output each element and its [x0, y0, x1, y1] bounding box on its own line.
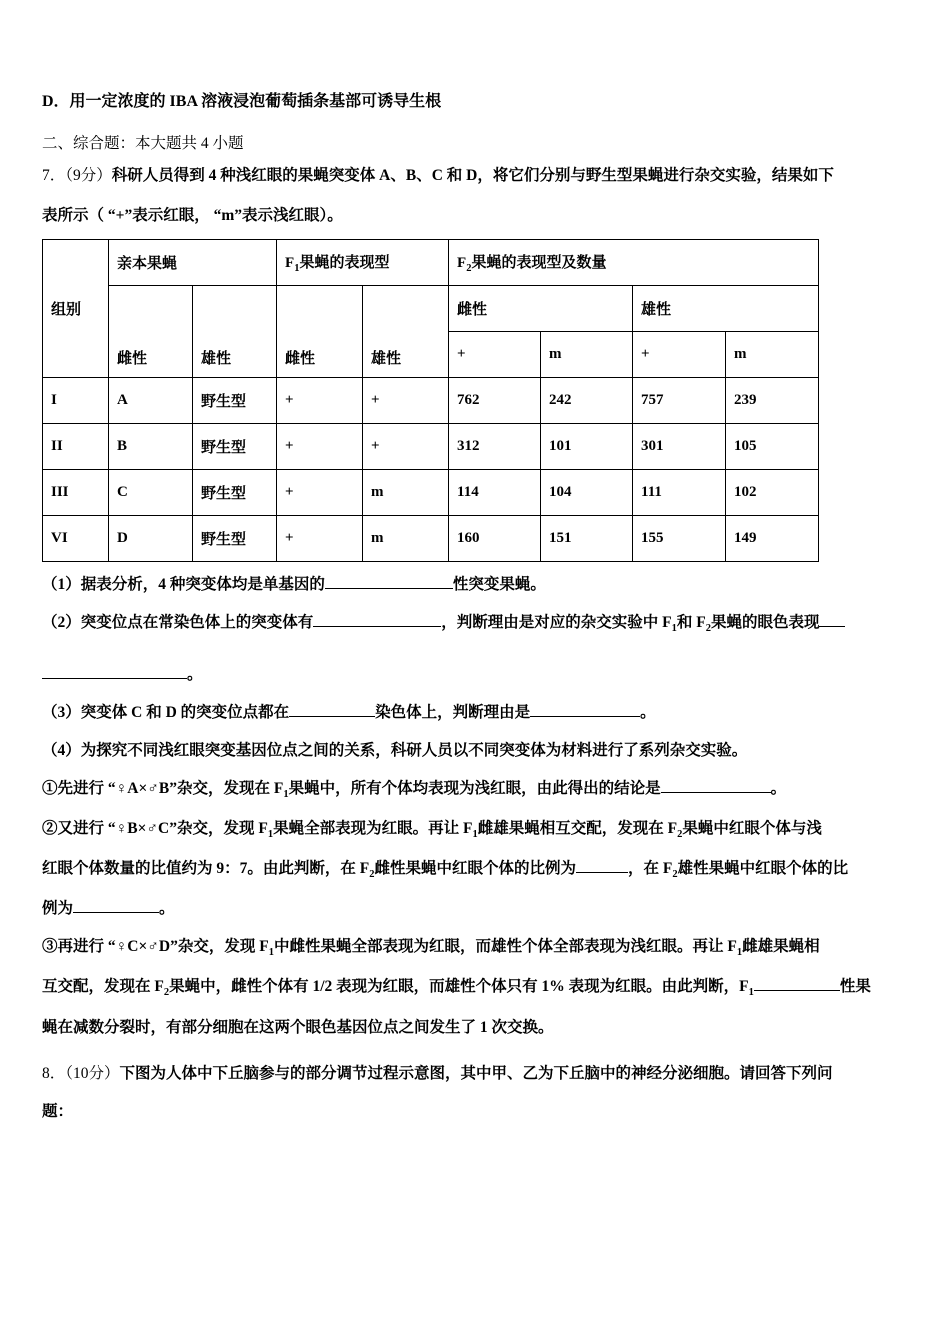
cell-f2-female-m: 104	[541, 470, 633, 516]
question-7-sub-4-intro: （4）为探究不同浅红眼突变基因位点之间的关系，科研人员以不同突变体为材料进行了系列杂交实验。	[42, 742, 748, 760]
cell-f2-male-plus: 111	[633, 470, 726, 516]
item3-l2-f2-sub: 2	[163, 987, 170, 999]
header-f1-male: 雄性	[363, 286, 449, 378]
table-header-row-2	[43, 286, 819, 332]
f1-label-base: F	[285, 255, 295, 271]
question-7-sub-4-item-2-line3	[42, 896, 924, 918]
sub2-mid3: 果蝇的眼色表现	[710, 614, 820, 631]
item3-l2-f1-sub2: 1	[748, 987, 754, 999]
cell-group: II	[43, 424, 109, 470]
cell-f1-female: +	[277, 424, 363, 470]
item3-l1-end: 雌雄果蝇相	[742, 938, 820, 956]
item3-l1-pre: ③再进行 “♀C×♂D”杂交，发现 F	[42, 938, 269, 956]
f2-label-base: F	[457, 255, 467, 271]
answer-blank[interactable]	[754, 976, 840, 992]
cell-parent-male: 野生型	[193, 516, 277, 562]
item2-l2-f2-sub: 2	[369, 869, 375, 881]
item2-l2-mid: 雌性果蝇中红眼个体的比例为	[374, 860, 576, 878]
item3-l2-mid: 果蝇中，雌性个体有 1/2 表现为红眼，而雄性个体只有 1% 表现为红眼。由此判断，F	[169, 978, 749, 996]
question-7-points: （9分）	[65, 167, 112, 184]
cell-parent-male: 野生型	[193, 378, 277, 424]
item1-post: 。	[770, 780, 787, 798]
question-7-sub-4-item-3-line2	[42, 974, 924, 998]
cell-f2-male-plus: 757	[633, 378, 726, 424]
cell-f2-male-plus: 155	[633, 516, 726, 562]
item1-f1-sub: 1	[283, 789, 289, 801]
question-7-sub-4-item-3-line3: 蝇在减数分裂时，有部分细胞在这两个眼色基因位点之间发生了 1 次交换。	[42, 1018, 554, 1036]
item1-pre: ①先进行 “♀A×♂B”杂交，发现在 F	[42, 780, 284, 798]
question-7-sub-1	[42, 572, 924, 594]
header-f2-female: 雌性	[449, 286, 633, 332]
item3-l1-f1-sub2: 1	[736, 947, 743, 959]
table-header-row-1	[43, 240, 819, 286]
question-8-points: （10分）	[65, 1064, 120, 1082]
sub2-f1-sub: 1	[671, 623, 677, 635]
question-7-stem-line1	[42, 163, 924, 185]
cell-parent-female: A	[109, 378, 193, 424]
header-f2-female-plus: +	[449, 332, 541, 378]
item3-l1-mid: 中雌性果蝇全部表现为红眼，而雄性个体全部表现为浅红眼。再让 F	[273, 938, 737, 956]
cell-f2-male-m: 105	[726, 424, 819, 470]
cell-parent-male: 野生型	[193, 470, 277, 516]
question-8-text: 下图为人体中下丘脑参与的部分调节过程示意图，其中甲、乙为下丘脑中的神经分泌细胞。请回答下列问	[119, 1064, 833, 1082]
question-7-number: 7．	[42, 167, 66, 184]
f1-label-sub: 1	[294, 263, 300, 274]
cell-f2-female-plus: 160	[449, 516, 541, 562]
sub2-f2-sub: 2	[705, 623, 711, 635]
sub2-mid: ，判断理由是对应的杂交实验中 F	[441, 614, 672, 631]
sub2-pre: （2）突变位点在常染色体上的突变体有	[42, 614, 314, 631]
item2-l2-f2-sub2: 2	[672, 869, 678, 881]
cell-f1-male: m	[363, 516, 449, 562]
question-8-line1	[42, 1061, 924, 1083]
f2-label-sub: 2	[466, 263, 472, 274]
cell-f2-female-m: 151	[541, 516, 633, 562]
cell-parent-male: 野生型	[193, 424, 277, 470]
question-7-sub-4-item-1	[42, 776, 924, 800]
item2-l1-mid2: 雌雄果蝇相互交配，发现在 F	[477, 820, 678, 838]
item3-l2-end: 性果	[839, 978, 871, 996]
question-8-number: 8．	[42, 1064, 66, 1082]
header-parent-male: 雄性	[193, 286, 277, 378]
item3-l2-pre: 互交配，发现在 F	[42, 978, 164, 996]
question-7-stem-text: 科研人员得到 4 种浅红眼的果蝇突变体 A、B、C 和 D，将它们分别与野生型果蝇进行杂交实验，结果如下	[111, 167, 834, 184]
cell-f2-male-m: 102	[726, 470, 819, 516]
f1-label-rest: 果蝇的表现型	[299, 255, 390, 271]
cell-f2-female-plus: 114	[449, 470, 541, 516]
item2-l1-mid: 果蝇全部表现为红眼。再让 F	[273, 820, 473, 838]
item2-l3-post: 。	[159, 900, 175, 918]
answer-blank[interactable]	[42, 663, 187, 679]
cell-f1-male: m	[363, 470, 449, 516]
table-row	[43, 378, 819, 424]
question-7-sub-2-line2	[42, 662, 924, 684]
header-f1-phenotype	[277, 240, 449, 286]
item2-f1-sub2: 1	[472, 829, 478, 841]
header-parent-flies: 亲本果蝇	[109, 240, 277, 286]
cell-parent-female: B	[109, 424, 193, 470]
answer-blank[interactable]	[819, 611, 845, 627]
option-d-text: D．用一定浓度的 IBA 溶液浸泡葡萄插条基部可诱导生根	[42, 93, 442, 110]
sub1-pre: （1）据表分析，4 种突变体均是单基因的	[42, 576, 325, 593]
f2-label-rest: 果蝇的表现型及数量	[471, 255, 607, 271]
cell-f1-male: +	[363, 424, 449, 470]
sub2-mid2: 和 F	[676, 614, 706, 631]
item2-l1-end: 果蝇中红眼个体与浅	[682, 820, 822, 838]
header-f2-male-plus: +	[633, 332, 726, 378]
cell-parent-female: D	[109, 516, 193, 562]
cell-f1-female: +	[277, 470, 363, 516]
cell-f2-male-m: 239	[726, 378, 819, 424]
cell-f2-male-plus: 301	[633, 424, 726, 470]
table-row	[43, 516, 819, 562]
answer-blank[interactable]	[73, 898, 159, 914]
item1-mid: 果蝇中，所有个体均表现为浅红眼，由此得出的结论是	[288, 780, 661, 798]
sub3-pre: （3）突变体 C 和 D 的突变位点都在	[42, 704, 290, 722]
cross-experiment-table	[42, 239, 819, 562]
cell-f2-female-plus: 762	[449, 378, 541, 424]
question-7-sub-4-item-3-line1	[42, 934, 924, 958]
question-7-sub-4-item-2-line1	[42, 816, 924, 840]
item2-f1-sub: 1	[267, 829, 274, 841]
question-7-sub-2-line1	[42, 610, 924, 634]
page-content	[42, 88, 924, 1121]
header-group: 组别	[43, 240, 109, 378]
header-f2-phenotype-count	[449, 240, 819, 286]
cell-f1-female: +	[277, 378, 363, 424]
question-7-sub-3	[42, 700, 924, 722]
cell-group: I	[43, 378, 109, 424]
item2-l3-pre: 例为	[42, 900, 74, 918]
answer-blank[interactable]	[661, 777, 771, 793]
cell-f2-female-m: 242	[541, 378, 633, 424]
table-row	[43, 424, 819, 470]
question-7-stem-line2: 表所示（ “+”表示红眼， “m”表示浅红眼）。	[42, 207, 343, 224]
header-parent-female: 雌性	[109, 286, 193, 378]
cell-parent-female: C	[109, 470, 193, 516]
answer-blank[interactable]	[313, 611, 441, 627]
question-7-sub-4-item-2-line2	[42, 856, 924, 880]
cell-group: III	[43, 470, 109, 516]
header-f2-male-m: m	[726, 332, 819, 378]
cell-f2-female-m: 101	[541, 424, 633, 470]
table-row	[43, 470, 819, 516]
answer-blank[interactable]	[325, 573, 453, 589]
sub2-post: 。	[187, 666, 203, 684]
header-f2-female-m: m	[541, 332, 633, 378]
cell-group: VI	[43, 516, 109, 562]
item2-l2-mid3: 雄性果蝇中红眼个体的比	[677, 860, 849, 878]
sub3-mid: 染色体上，判断理由是	[375, 704, 531, 722]
cell-f2-female-plus: 312	[449, 424, 541, 470]
sub1-post: 性突变果蝇。	[452, 576, 546, 593]
item2-l1-pre: ②又进行 “♀B×♂C”杂交，发现 F	[42, 820, 268, 838]
question-8-line2: 题：	[42, 1102, 74, 1120]
header-f1-female: 雌性	[277, 286, 363, 378]
header-f2-male: 雄性	[633, 286, 819, 332]
answer-blank[interactable]	[289, 701, 375, 717]
item2-l2-pre: 红眼个体数量的比值约为 9：7。由此判断，在 F	[42, 860, 370, 878]
answer-blank[interactable]	[530, 701, 640, 717]
cell-f2-male-m: 149	[726, 516, 819, 562]
section-heading: 二、综合题：本大题共 4 小题	[42, 135, 244, 152]
item3-l1-f1-sub: 1	[268, 947, 274, 959]
item2-f2-sub3: 2	[677, 829, 683, 841]
item2-l2-mid2: ，在 F	[628, 860, 673, 878]
cell-f1-male: +	[363, 378, 449, 424]
sub3-post: 。	[640, 704, 656, 722]
cell-f1-female: +	[277, 516, 363, 562]
answer-blank[interactable]	[576, 858, 628, 874]
